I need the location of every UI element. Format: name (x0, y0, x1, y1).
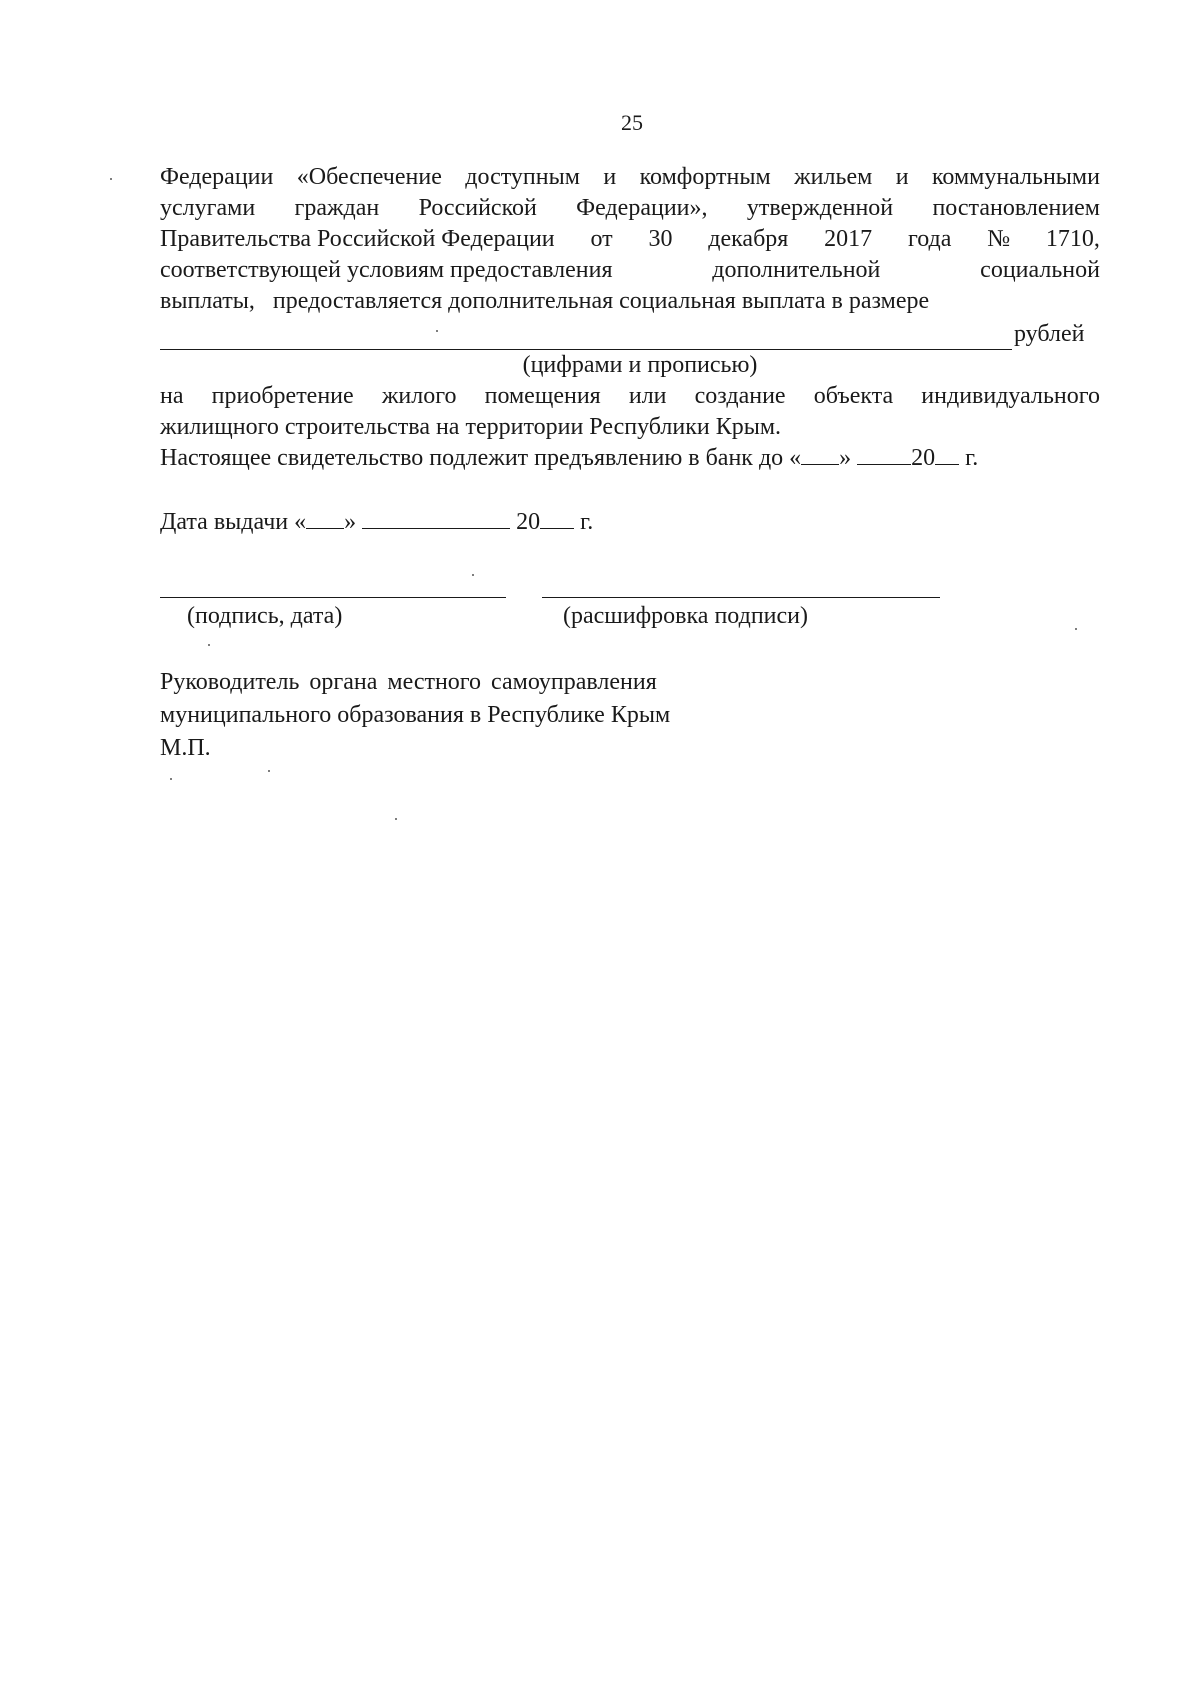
issue-day-blank (306, 508, 344, 529)
scan-speck (170, 778, 172, 780)
issue-date-line (160, 508, 593, 536)
stamp-place-label: М.П. (160, 735, 211, 761)
word: «Обеспечение (296, 164, 442, 190)
word: услугами (160, 195, 256, 221)
amount-unit: рублей (1014, 321, 1085, 347)
word: граждан (294, 195, 380, 221)
validity-day-blank (801, 444, 839, 465)
body-line-7: жилищного строительства на территории Республики Крым. (160, 414, 782, 440)
scan-speck (208, 644, 210, 646)
word: от (590, 226, 613, 252)
body-line-4 (160, 255, 1100, 286)
validity-prefix: Настоящее свидетельство подлежит предъявлению в банк до « (160, 445, 802, 471)
scan-speck (110, 178, 112, 180)
head-title-line-2: муниципального образования в Республике Крым (160, 702, 671, 728)
scan-speck (395, 818, 397, 820)
issue-year-blank (540, 508, 574, 529)
body-line-3 (160, 224, 1100, 255)
validity-quote-close: » (839, 445, 852, 471)
issue-date-prefix: Дата выдачи « (160, 509, 307, 535)
amount-caption: (цифрами и прописью) (522, 352, 758, 378)
word: жилого (381, 383, 457, 409)
validity-year-prefix: 20 (911, 445, 936, 471)
signature-decoding-line (542, 597, 940, 598)
word: декабря (708, 226, 789, 252)
validity-line (160, 443, 1100, 474)
issue-month-blank (362, 508, 510, 529)
word: объекта (813, 383, 894, 409)
body-line-1 (160, 162, 1100, 193)
validity-year-blank (935, 444, 959, 465)
scan-speck (472, 574, 474, 576)
word: постановлением (932, 195, 1100, 221)
body-line-2 (160, 193, 1100, 224)
word: доступным (465, 164, 580, 190)
validity-year-suffix: г. (959, 445, 979, 471)
body-line-6 (160, 381, 1100, 412)
scan-speck (1075, 628, 1077, 630)
validity-month-blank (857, 444, 911, 465)
word: или (628, 383, 667, 409)
word: дополнительной (712, 257, 881, 283)
scan-speck (268, 770, 270, 772)
word: Правительства Российской Федерации (160, 226, 555, 252)
word: коммунальными (931, 164, 1100, 190)
word: создание (694, 383, 786, 409)
word: жильем (794, 164, 873, 190)
word: года (907, 226, 952, 252)
word: и (895, 164, 909, 190)
word: приобретение (211, 383, 354, 409)
word: соответствующей условиям предоставления (160, 257, 613, 283)
word: и (603, 164, 617, 190)
word: на (160, 383, 184, 409)
certificate-body (160, 162, 1100, 474)
page-number: 25 (621, 110, 643, 135)
signature-line (160, 597, 506, 598)
word: помещения (484, 383, 601, 409)
word: 30 (648, 226, 673, 252)
signature-caption: (подпись, дата) (187, 603, 343, 629)
word: социальной (980, 257, 1100, 283)
word: индивидуального (921, 383, 1100, 409)
word: № (987, 226, 1011, 252)
issue-year-suffix: г. (574, 509, 594, 535)
word: комфортным (639, 164, 771, 190)
word: Российской (418, 195, 537, 221)
amount-field (160, 319, 1100, 350)
body-line-5: выплаты, предоставляется дополнительная социальная выплата в размере (160, 288, 930, 314)
issue-year-prefix: 20 (516, 509, 541, 535)
issue-quote-close: » (344, 509, 357, 535)
head-signatory-block (160, 666, 670, 765)
word: 1710, (1045, 226, 1100, 252)
head-title-line-1: Руководитель органа местного самоуправления (160, 669, 657, 695)
word: утвержденной (746, 195, 894, 221)
amount-blank-line (160, 327, 1012, 350)
word: Федерации (160, 164, 274, 190)
scan-speck (436, 330, 438, 332)
word: Федерации», (576, 195, 708, 221)
word: 2017 (824, 226, 873, 252)
signature-decoding-caption: (расшифровка подписи) (563, 603, 808, 629)
